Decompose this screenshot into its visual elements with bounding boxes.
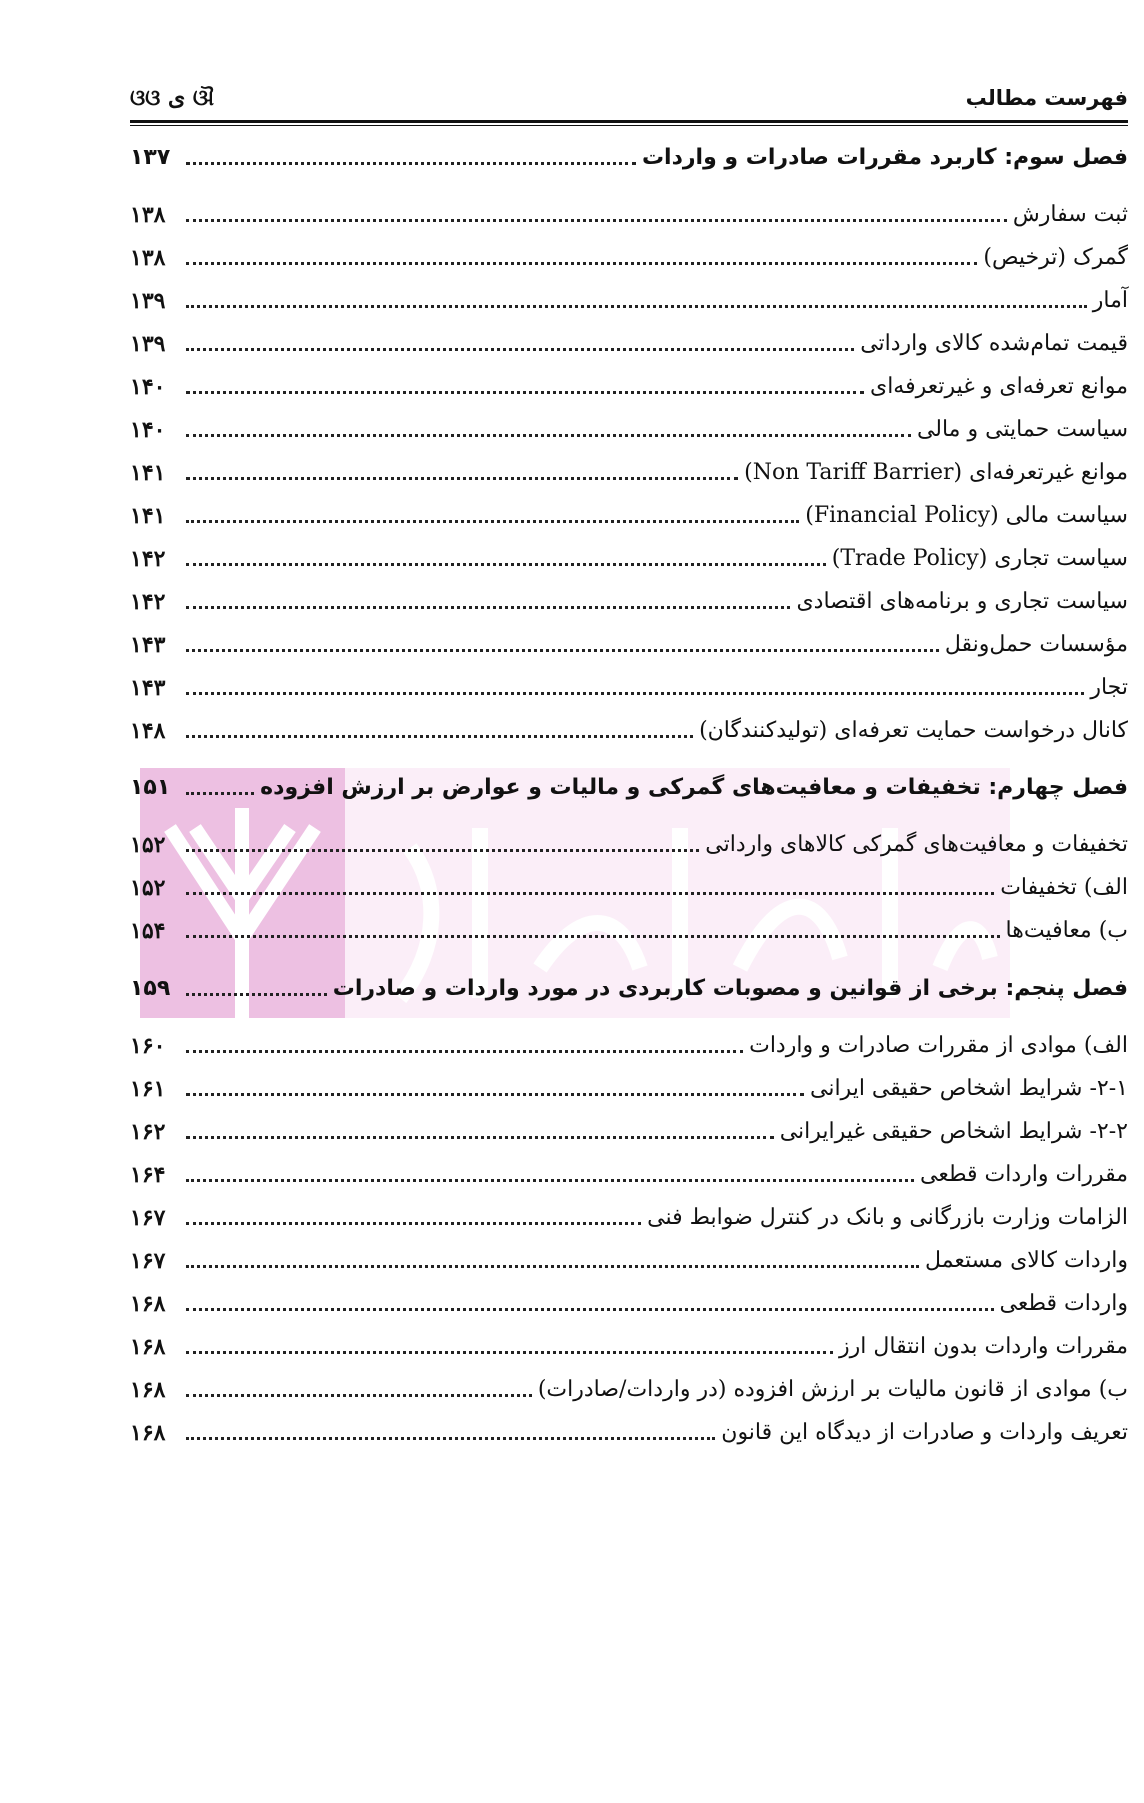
toc-item[interactable] — [130, 615, 1128, 659]
dot-leader — [186, 1093, 804, 1096]
toc-item[interactable] — [130, 815, 1128, 859]
toc-page-number: ۱۴۱ — [130, 460, 166, 486]
toc-page-number: ۱۴۸ — [130, 718, 166, 744]
toc-item[interactable] — [130, 1231, 1128, 1275]
dot-leader — [186, 1050, 743, 1053]
toc-item[interactable] — [130, 1102, 1128, 1146]
toc-page-number: ۱۵۲ — [130, 875, 166, 901]
toc-page-number: ۱۶۰ — [130, 1033, 166, 1059]
toc-item[interactable] — [130, 701, 1128, 745]
toc-title: آمار — [1092, 288, 1128, 313]
dot-leader — [186, 735, 693, 738]
toc-page-number: ۱۶۸ — [130, 1420, 166, 1446]
dot-leader — [186, 305, 1087, 308]
toc-page-number: ۱۶۴ — [130, 1162, 166, 1188]
toc-title: الف) تخفیفات — [1000, 875, 1128, 900]
toc-page-number: ۱۳۹ — [130, 288, 166, 314]
toc-item[interactable] — [130, 1317, 1128, 1361]
toc-page-number: ۱۶۸ — [130, 1334, 166, 1360]
toc-item[interactable] — [130, 314, 1128, 358]
toc-page-number: ۱۳۹ — [130, 331, 166, 357]
dot-leader — [186, 391, 864, 394]
toc-page-number: ۱۶۱ — [130, 1076, 166, 1102]
toc-page-number: ۱۶۷ — [130, 1248, 166, 1274]
dot-leader — [186, 1437, 715, 1440]
toc-title: تجار — [1090, 675, 1128, 700]
toc-title: ثبت سفارش — [1012, 202, 1128, 227]
toc-item[interactable] — [130, 658, 1128, 702]
header-title: فهرست مطالب — [965, 86, 1128, 110]
toc-page-number: ۱۳۸ — [130, 202, 166, 228]
toc-title: فصل پنجم: برخی از قوانین و مصوبات کاربردی در مورد واردات و صادرات — [332, 976, 1128, 1001]
toc-page-number: ۱۴۳ — [130, 632, 166, 658]
toc-chapter[interactable] — [130, 128, 1128, 172]
toc-page-number: ۱۵۹ — [130, 976, 171, 1001]
dot-leader — [186, 792, 254, 795]
toc-item[interactable] — [130, 443, 1128, 487]
toc-item[interactable] — [130, 228, 1128, 272]
toc-page-number: ۱۴۲ — [130, 546, 166, 572]
toc-page-number: ۱۴۳ — [130, 675, 166, 701]
dot-leader — [186, 477, 738, 480]
toc-item[interactable] — [130, 529, 1128, 573]
dot-leader — [186, 262, 977, 265]
toc-title: قیمت تمام‌شده کالای وارداتی — [860, 331, 1128, 356]
toc-chapter[interactable] — [130, 959, 1128, 1003]
ornament-icon: ଓଓ ى ଔ — [130, 85, 214, 111]
dot-leader — [186, 162, 636, 165]
toc-page-number: ۱۴۰ — [130, 417, 166, 443]
toc-title: ب) موادی از قانون مالیات بر ارزش افزوده (در واردات/صادرات) — [537, 1377, 1128, 1402]
toc-page-number: ۱۶۷ — [130, 1205, 166, 1231]
toc-title: الزامات وزارت بازرگانی و بانک در کنترل ضوابط فنی — [647, 1205, 1128, 1230]
toc-page-number: ۱۵۱ — [130, 775, 171, 800]
toc-title: سیاست تجاری (Trade Policy) — [831, 546, 1128, 571]
toc-title: مؤسسات حمل‌ونقل — [944, 632, 1128, 657]
dot-leader — [186, 434, 911, 437]
dot-leader — [186, 1308, 994, 1311]
toc-title: موانع غیرتعرفه‌ای (Non Tariff Barrier) — [744, 460, 1128, 485]
dot-leader — [186, 993, 327, 996]
toc-item[interactable] — [130, 1274, 1128, 1318]
toc-title: سیاست حمایتی و مالی — [916, 417, 1128, 442]
toc-title: واردات قطعی — [999, 1291, 1128, 1316]
dot-leader — [186, 649, 939, 652]
toc-title: ۲-۱- شرایط اشخاص حقیقی ایرانی — [809, 1076, 1128, 1101]
toc-title: ب) معافیت‌ها — [1005, 918, 1128, 943]
toc-title: مقررات واردات بدون انتقال ارز — [839, 1334, 1128, 1359]
toc-page-number: ۱۵۲ — [130, 832, 166, 858]
toc-item[interactable] — [130, 271, 1128, 315]
dot-leader — [186, 348, 854, 351]
dot-leader — [186, 563, 826, 566]
toc-item[interactable] — [130, 1016, 1128, 1060]
toc-title: تخفیفات و معافیت‌های گمرکی کالاهای وارداتی — [705, 832, 1128, 857]
toc-item[interactable] — [130, 858, 1128, 902]
toc-page-number: ۱۵۴ — [130, 918, 166, 944]
toc-page-number: ۱۶۸ — [130, 1291, 166, 1317]
toc-item[interactable] — [130, 901, 1128, 945]
dot-leader — [186, 1265, 919, 1268]
toc-item[interactable] — [130, 1360, 1128, 1404]
toc-title: گمرک (ترخیص) — [983, 245, 1128, 270]
toc-title: سیاست مالی (Financial Policy) — [805, 503, 1128, 528]
toc-title: سیاست تجاری و برنامه‌های اقتصادی — [796, 589, 1128, 614]
toc-title: فصل چهارم: تخفیفات و معافیت‌های گمرکی و مالیات و عوارض بر ارزش افزوده — [260, 775, 1128, 800]
toc-item[interactable] — [130, 1403, 1128, 1447]
dot-leader — [186, 892, 994, 895]
dot-leader — [186, 219, 1007, 222]
dot-leader — [186, 692, 1084, 695]
dot-leader — [186, 1394, 532, 1397]
toc-page-number: ۱۴۰ — [130, 374, 166, 400]
header-rule — [130, 120, 1128, 123]
toc-item[interactable] — [130, 1145, 1128, 1189]
toc-chapter[interactable] — [130, 758, 1128, 802]
dot-leader — [186, 1351, 833, 1354]
dot-leader — [186, 1222, 641, 1225]
dot-leader — [186, 520, 799, 523]
toc-page-number: ۱۳۷ — [130, 145, 171, 170]
toc-page-number: ۱۶۲ — [130, 1119, 166, 1145]
toc-page-number: ۱۳۸ — [130, 245, 166, 271]
page-header — [130, 78, 1128, 118]
toc-page-number: ۱۶۸ — [130, 1377, 166, 1403]
dot-leader — [186, 606, 790, 609]
dot-leader — [186, 1179, 914, 1182]
toc-title: مقررات واردات قطعی — [920, 1162, 1128, 1187]
toc-item[interactable] — [130, 400, 1128, 444]
toc-title: کانال درخواست حمایت تعرفه‌ای (تولیدکنندگان) — [699, 718, 1128, 743]
toc-title: تعریف واردات و صادرات از دیدگاه این قانون — [721, 1420, 1128, 1445]
toc-item[interactable] — [130, 572, 1128, 616]
toc-item[interactable] — [130, 1059, 1128, 1103]
toc-title: فصل سوم: کاربرد مقررات صادرات و واردات — [641, 145, 1128, 170]
toc-title: واردات کالای مستعمل — [925, 1248, 1128, 1273]
dot-leader — [186, 1136, 774, 1139]
dot-leader — [186, 935, 1000, 938]
toc-page-number: ۱۴۱ — [130, 503, 166, 529]
toc-item[interactable] — [130, 486, 1128, 530]
toc-item[interactable] — [130, 185, 1128, 229]
dot-leader — [186, 849, 699, 852]
toc-title: موانع تعرفه‌ای و غیرتعرفه‌ای — [869, 374, 1128, 399]
toc-title: ۲-۲- شرایط اشخاص حقیقی غیرایرانی — [779, 1119, 1128, 1144]
toc-title: الف) موادی از مقررات صادرات و واردات — [749, 1033, 1128, 1058]
header-rule-thin — [130, 125, 1128, 126]
toc-item[interactable] — [130, 357, 1128, 401]
toc-page-number: ۱۴۲ — [130, 589, 166, 615]
toc-item[interactable] — [130, 1188, 1128, 1232]
